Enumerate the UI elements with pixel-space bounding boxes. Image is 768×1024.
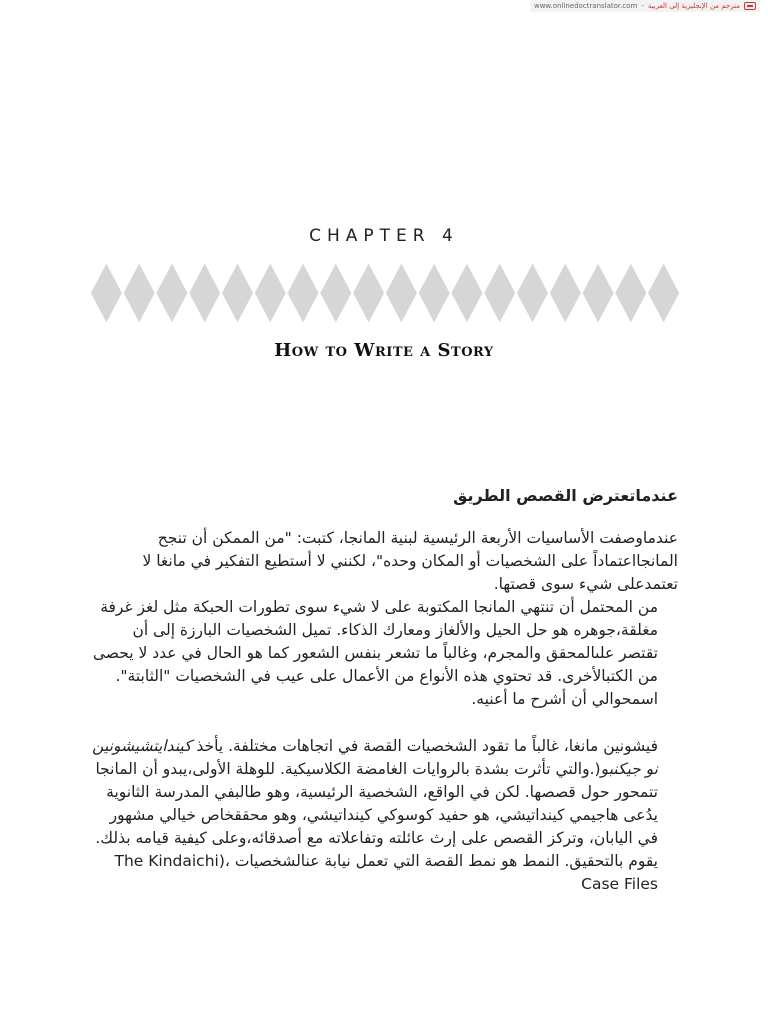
chapter-label: CHAPTER 4 [309,226,459,246]
paragraph-3 [92,735,678,896]
diamond-shape [418,262,451,324]
diamond-shape [385,262,418,324]
site-url[interactable]: www.onlinedoctranslator.com [533,2,638,10]
diamond-shape [156,262,189,324]
diamond-shape [221,262,254,324]
paragraph-2: من المحتمل أن تنتهي المانجا المكتوبة على لا شيء سوى تطورات الحبكة مثل لغز غرفة مغلقة،جوهره هو حل الحيل والألغاز ومعارك الذكاء. تميل الشخصيات البارزة إلى أن تقتصر علىالمحقق والمجرم، وغالباً ما تشعر بنفس الشعور كما هو الحال في عدد لا يحصى من الكتبالأخرى. قد تحتوي هذه الأنواع من الأعمال على عيب في الشخصيات "الثابتة". اسمحوالي أن أشرح ما أعنيه. [92,598,658,708]
section-heading: عندماتعترض القصص الطريق [453,486,678,505]
diamond-shape [483,262,516,324]
diamond-ornament-band [90,262,680,324]
diamond-shape [254,262,287,324]
diamond-shape [647,262,680,324]
translator-label: مترجم من الإنجليزية إلى العربية [647,2,740,10]
diamond-shape [582,262,615,324]
translator-watermark-bar [530,0,760,12]
paragraph-3-part-2: (.والتي تأثرت بشدة بالروايات الغامضة الكلاسيكية. للوهلة الأولى،يبدو أن المانجا تتمحور حول قصصها. لكن في الواقع، الشخصية الرئيسية، وهو طالبفي المدرسة الثانوية يدُعى هاجيمي كينداتيشي، هو حفيد كوسوكي كينداتيشي، وهو محققخاص خيالي مشهور في اليابان، وتركز القصص على إرث عائلته وتفاعلاته مع أصدقائه،وعلى كيفية قيامه بذلك. يقوم بالتحقيق. النمط هو نمط القصة التي تعمل نيابة عنالشخصيات ،( [95,760,658,870]
english-title: The Kindaichi Case Files [114,852,658,893]
pdf-logo-icon [744,2,756,10]
diamond-shape [287,262,320,324]
paragraph-3-part-1: فيشونين مانغا، غالباً ما تقود الشخصيات القصة في اتجاهات مختلفة. يأخذ [191,737,658,755]
paragraph-1: عندماوصفت الأساسيات الأربعة الرئيسية لبنية المانجا، كتبت: "من الممكن أن تنجح المانجااعتماداً على الشخصيات أو المكان وحده"، لكنني لا أستطيع التفكير في مانغا لا تعتمدعلى شيء سوى قصتها. [142,529,678,593]
page-body [92,484,678,896]
diamond-shape [123,262,156,324]
diamond-shape [516,262,549,324]
diamond-shape [319,262,352,324]
diamond-shape [614,262,647,324]
diamond-shape [188,262,221,324]
italic-title-romanized: كيندايتشيشونين نو جيكنبو [92,737,658,778]
chapter-title: How to Write a Story [274,340,494,361]
diamond-shape [549,262,582,324]
diamond-shape [451,262,484,324]
separator: - [641,2,644,10]
diamond-shape [352,262,385,324]
diamond-shape [90,262,123,324]
